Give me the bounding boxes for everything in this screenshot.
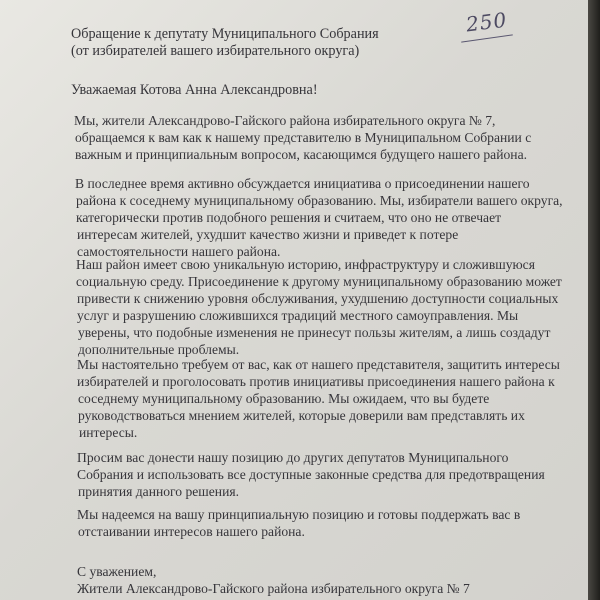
paragraph-2-line-5: самостоятельности нашего района. (77, 244, 281, 259)
paragraph-6-line-1: Мы надеемся на вашу принципиальную позицию и готовы поддержать вас в (77, 507, 521, 522)
paragraph-3-line-6: дополнительные проблемы. (78, 342, 240, 357)
paragraph-5-line-2: Собрания и использовать все доступные законные средства для предотвращения (77, 467, 545, 482)
paragraph-2-line-1: В последнее время активно обсуждается инициатива о присоединении нашего (75, 176, 530, 191)
page-edge (588, 0, 600, 600)
closing-line-2: Жители Александрово-Гайского района избирательного округа № 7 (77, 581, 470, 596)
paragraph-5-line-1: Просим вас донести нашу позицию до других депутатов Муниципального (77, 450, 509, 465)
paragraph-1-line-3: важным и принципиальным вопросом, касающимся будущего нашего района. (75, 147, 527, 162)
paragraph-3-line-5: уверены, что подобные изменения не принесут пользы жителям, а лишь создадут (78, 325, 551, 340)
header-line-2: (от избирателей вашего избирательного округа) (71, 43, 360, 59)
handwritten-number: 250 (464, 7, 509, 37)
paragraph-4-line-3: соседнему муниципальному образованию. Мы ожидаем, что вы будете (78, 391, 490, 406)
paragraph-1-line-2: обращаемся к вам как к нашему представителю в Муниципальном Собрании с (75, 130, 532, 145)
paragraph-1-line-1: Мы, жители Александрово-Гайского района избирательного округа № 7, (74, 113, 496, 128)
paragraph-3-line-2: социальную среду. Присоединение к другому муниципальному образованию может (76, 274, 562, 289)
header-line-1: Обращение к депутату Муниципального Собрания (71, 26, 379, 42)
paragraph-2-line-3: категорически против подобного решения и считаем, что оно не отвечает (76, 210, 502, 225)
paragraph-6-line-2: отстаивании интересов нашего района. (78, 524, 305, 539)
paragraph-2-line-4: интересам жителей, ухудшит качество жизни и приведет к потере (77, 227, 459, 242)
paragraph-2-line-2: района к соседнему муниципальному образованию. Мы, избиратели вашего округа, (76, 193, 563, 208)
paragraph-4-line-4: руководствоваться мнением жителей, которые доверили вам представлять их (78, 408, 525, 423)
closing-line-1: С уважением, (77, 564, 157, 579)
paragraph-4-line-5: интересы. (79, 425, 138, 440)
paragraph-3-line-4: услуг и разрушению сложившихся традиций местного самоуправления. Мы (77, 308, 519, 323)
paragraph-4-line-2: избирателей и проголосовать против инициативы присоединения нашего района к (77, 374, 555, 389)
paragraph-4-line-1: Мы настоятельно требуем от вас, как от нашего представителя, защитить интересы (77, 357, 560, 372)
paragraph-3-line-3: привести к снижению уровня обслуживания, ухудшению доступности социальных (77, 291, 559, 306)
paragraph-5-line-3: принятия данного решения. (78, 484, 240, 499)
greeting: Уважаемая Котова Анна Александровна! (71, 82, 318, 98)
paragraph-3-line-1: Наш район имеет свою уникальную историю, инфраструктуру и сложившуюся (76, 257, 535, 272)
